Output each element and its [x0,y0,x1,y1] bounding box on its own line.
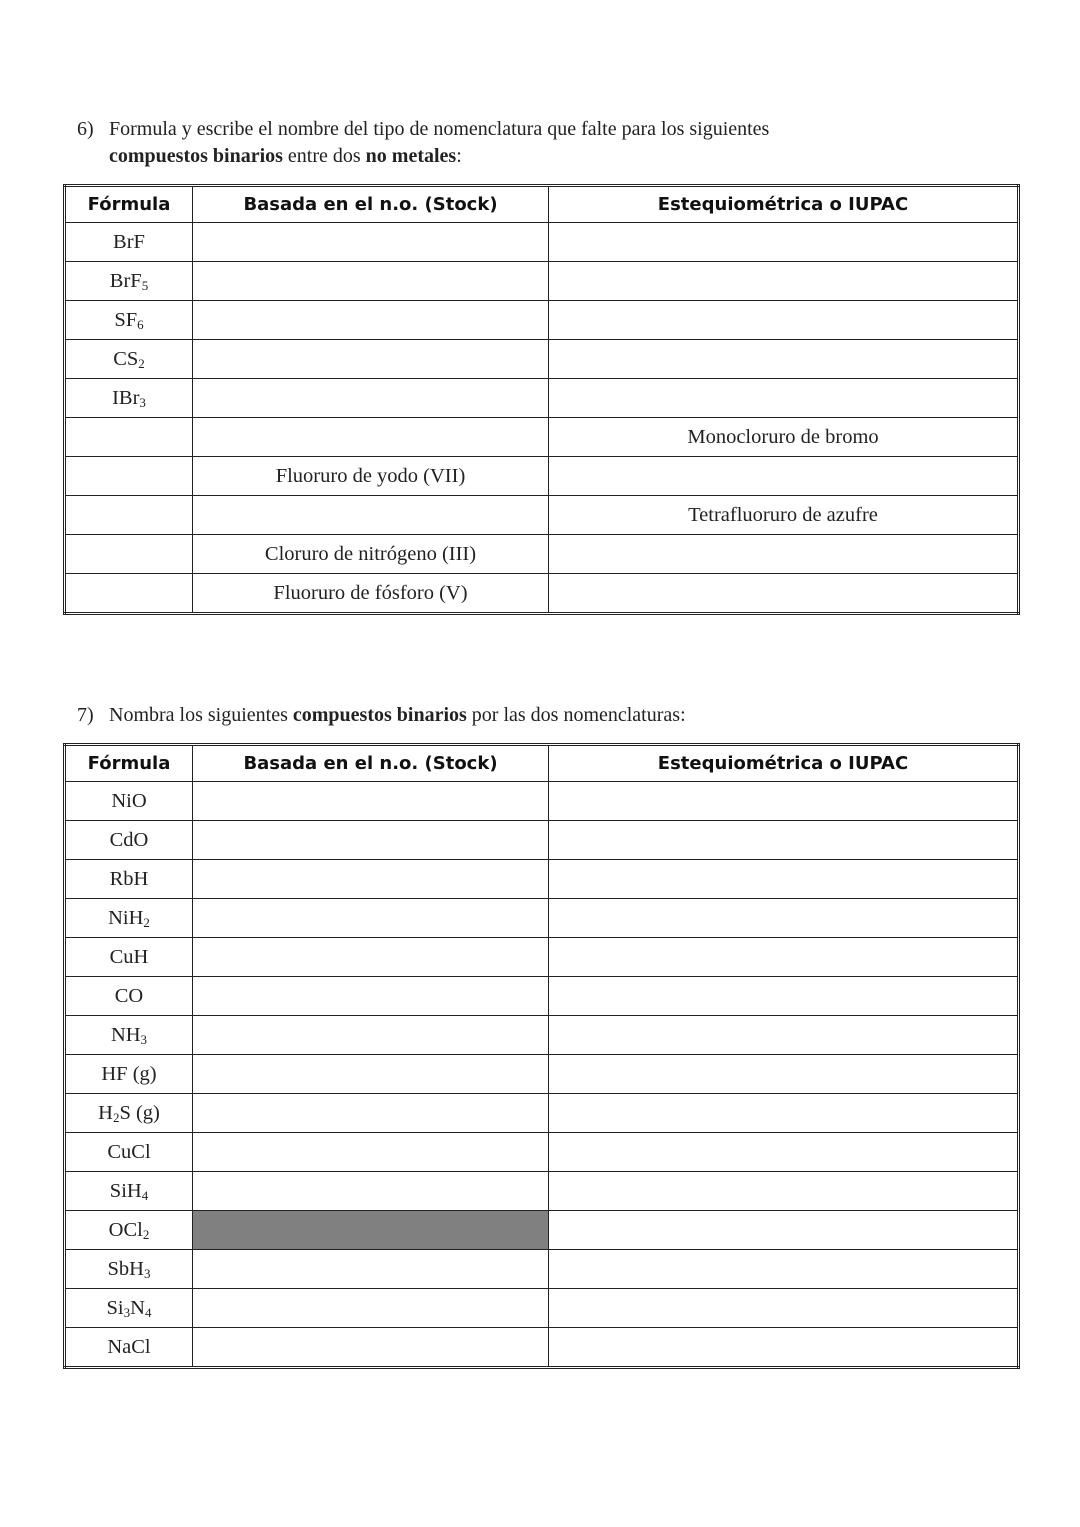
formula-text: Si [106,1296,124,1319]
formula-text: N [130,1296,145,1319]
iupac-name-cell[interactable] [549,1211,1019,1250]
formula-cell[interactable] [65,496,193,535]
iupac-name-cell[interactable] [549,379,1019,418]
formula-cell[interactable] [65,1250,193,1289]
stock-name-cell[interactable] [193,301,549,340]
table-row [65,1250,1019,1289]
iupac-name-cell[interactable] [549,860,1019,899]
question-6 [77,116,769,170]
formula-text: NiH [108,906,144,929]
iupac-name-cell[interactable] [549,574,1019,614]
formula-cell[interactable] [65,223,193,262]
formula-cell[interactable] [65,860,193,899]
table-row [65,262,1019,301]
table-row [65,496,1019,535]
stock-name-cell[interactable] [193,1133,549,1172]
table-row [65,1289,1019,1328]
table-row [65,223,1019,262]
formula-subscript: 2 [142,1226,150,1242]
iupac-name-cell[interactable] [549,821,1019,860]
iupac-name-cell[interactable] [549,782,1019,821]
formula-cell[interactable] [65,1211,193,1250]
question-number: 6) [77,118,94,140]
formula-subscript: 6 [137,316,144,332]
formula-cell[interactable] [65,1094,193,1133]
iupac-name-cell[interactable] [549,938,1019,977]
formula-text: RbH [109,867,149,890]
formula-cell[interactable] [65,821,193,860]
stock-name-cell[interactable] [193,1250,549,1289]
formula-subscript: 5 [141,277,149,293]
question-number: 7) [77,704,94,726]
question-7 [77,702,686,729]
formula-subscript: 3 [140,1031,148,1047]
formula-cell[interactable] [65,457,193,496]
header-iupac: Estequiométrica o IUPAC [549,745,1019,782]
formula-cell[interactable] [65,1016,193,1055]
question-text: Nombra los siguientes [109,704,293,726]
header-row [65,186,1019,223]
question-text: : [456,145,462,167]
iupac-name-cell[interactable] [549,1133,1019,1172]
header-row [65,745,1019,782]
table-row [65,574,1019,614]
stock-name-cell[interactable] [193,1094,549,1133]
iupac-name-cell[interactable] [549,1250,1019,1289]
iupac-name-cell[interactable] [549,535,1019,574]
stock-name-cell[interactable] [193,1055,549,1094]
iupac-name-cell[interactable]: Tetrafluoruro de azufre [549,496,1019,535]
formula-subscript: 2 [143,914,150,930]
table-row [65,1133,1019,1172]
table-row [65,899,1019,938]
formula-cell[interactable] [65,782,193,821]
stock-name-cell[interactable] [193,223,549,262]
formula-subscript: 3 [139,394,146,410]
iupac-name-cell[interactable] [549,977,1019,1016]
stock-name-cell[interactable] [193,821,549,860]
formula-cell[interactable] [65,938,193,977]
formula-text: H [98,1101,113,1124]
table-row [65,1016,1019,1055]
table-row [65,1094,1019,1133]
header-stock: Basada en el n.o. (Stock) [193,745,549,782]
formula-text: SiH [109,1179,142,1202]
stock-name-cell[interactable] [193,1289,549,1328]
formula-cell[interactable] [65,1055,193,1094]
iupac-name-cell[interactable]: Monocloruro de bromo [549,418,1019,457]
stock-name-cell [193,1211,549,1250]
iupac-name-cell[interactable] [549,1328,1019,1368]
stock-name-cell[interactable]: Cloruro de nitrógeno (III) [193,535,549,574]
table-row [65,535,1019,574]
formula-cell[interactable] [65,1289,193,1328]
stock-name-cell[interactable]: Fluoruro de fósforo (V) [193,574,549,614]
stock-name-cell[interactable] [193,899,549,938]
stock-name-cell[interactable] [193,977,549,1016]
table-row [65,340,1019,379]
iupac-name-cell[interactable] [549,301,1019,340]
formula-subscript: 2 [138,355,145,371]
stock-name-cell[interactable] [193,1172,549,1211]
formula-text: IBr [112,386,140,409]
formula-text: CuH [109,945,149,968]
table-row [65,938,1019,977]
exercise-7-table [63,743,1020,1369]
formula-text: CuCl [107,1140,151,1163]
formula-text: NiO [111,789,147,812]
iupac-name-cell[interactable] [549,223,1019,262]
table-row [65,1328,1019,1368]
stock-name-cell[interactable] [193,860,549,899]
iupac-name-cell[interactable] [549,1094,1019,1133]
stock-name-cell[interactable] [193,1016,549,1055]
question-text: por las dos nomenclaturas: [466,704,686,726]
formula-cell[interactable] [65,1328,193,1368]
bold-term: no metales [365,145,457,167]
formula-text: NH [110,1023,141,1046]
stock-name-cell[interactable] [193,418,549,457]
iupac-name-cell[interactable] [549,262,1019,301]
bold-term: compuestos binarios [109,145,283,167]
table-row [65,457,1019,496]
bold-term: compuestos binarios [292,704,467,726]
formula-cell[interactable] [65,977,193,1016]
iupac-name-cell[interactable] [549,1289,1019,1328]
formula-cell[interactable] [65,262,193,301]
formula-cell[interactable] [65,418,193,457]
iupac-name-cell[interactable] [549,1172,1019,1211]
stock-name-cell[interactable] [193,782,549,821]
formula-text: CS [113,347,139,370]
question-text: Formula y escribe el nombre del tipo de nomenclatura que falte para los siguientes [109,118,770,140]
iupac-name-cell[interactable] [549,340,1019,379]
iupac-name-cell[interactable] [549,899,1019,938]
table-row [65,1172,1019,1211]
formula-cell[interactable] [65,379,193,418]
table-row [65,782,1019,821]
header-formula: Fórmula [65,745,193,782]
iupac-name-cell[interactable] [549,1016,1019,1055]
formula-cell[interactable] [65,574,193,614]
formula-text: NaCl [107,1335,151,1358]
formula-text: BrF [113,230,145,253]
formula-text: S (g) [119,1101,160,1124]
iupac-name-cell[interactable] [549,1055,1019,1094]
formula-text: CO [114,984,144,1007]
formula-subscript: 4 [141,1187,149,1203]
formula-subscript: 4 [144,1304,152,1320]
formula-cell[interactable] [65,535,193,574]
header-stock: Basada en el n.o. (Stock) [193,186,549,223]
formula-cell[interactable] [65,899,193,938]
formula-text: BrF [109,269,142,292]
formula-cell[interactable] [65,301,193,340]
exercise-6-table [63,184,1020,615]
table-row [65,977,1019,1016]
formula-text: HF (g) [101,1062,157,1085]
table-row [65,821,1019,860]
table-row [65,860,1019,899]
header-iupac: Estequiométrica o IUPAC [549,186,1019,223]
formula-subscript: 2 [112,1109,120,1125]
stock-name-cell[interactable] [193,340,549,379]
formula-subscript: 3 [123,1304,131,1320]
formula-text: OCl [108,1218,143,1241]
stock-name-cell[interactable] [193,496,549,535]
stock-name-cell[interactable] [193,379,549,418]
formula-text: SF [114,308,138,331]
formula-text: SbH [107,1257,144,1280]
stock-name-cell[interactable] [193,938,549,977]
formula-subscript: 3 [143,1265,151,1281]
stock-name-cell[interactable] [193,262,549,301]
table-row [65,1211,1019,1250]
formula-text: CdO [109,828,149,851]
header-formula: Fórmula [65,186,193,223]
stock-name-cell[interactable] [193,1328,549,1368]
table-row [65,1055,1019,1094]
question-text: entre dos [282,145,366,167]
stock-name-cell[interactable]: Fluoruro de yodo (VII) [193,457,549,496]
table-row [65,418,1019,457]
table-row [65,379,1019,418]
iupac-name-cell[interactable] [549,457,1019,496]
formula-cell[interactable] [65,1133,193,1172]
formula-cell[interactable] [65,1172,193,1211]
formula-cell[interactable] [65,340,193,379]
table-row [65,301,1019,340]
